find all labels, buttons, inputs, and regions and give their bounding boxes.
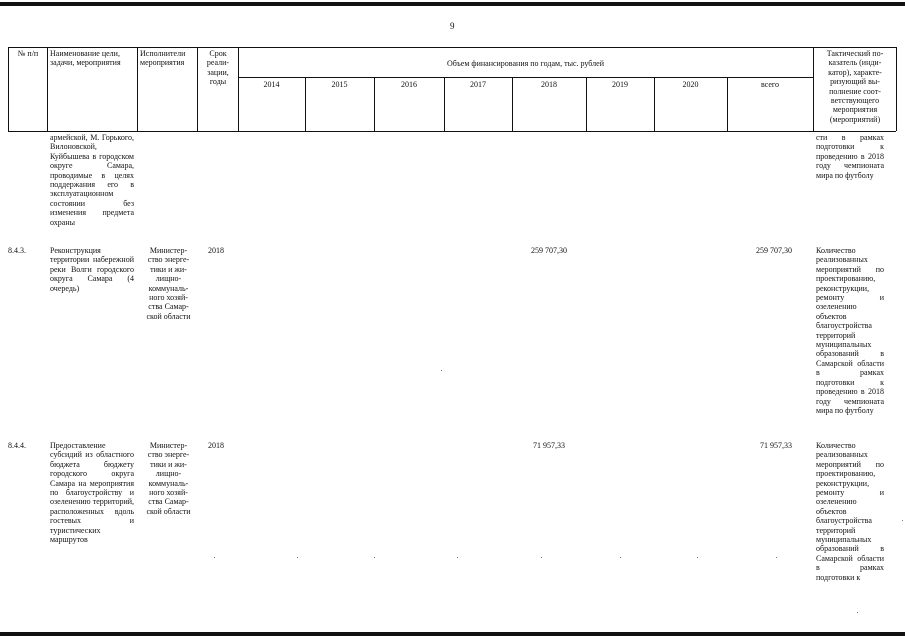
row-2018-value: 71 957,33: [533, 441, 565, 450]
row-number: 8.4.4.: [8, 441, 26, 450]
row-total-value: 259 707,30: [756, 246, 792, 255]
bottom-page-border: [0, 632, 905, 636]
header-indicator: Тактический по- казатель (инди- катор), характе- ризующий вы- полнение соот- ветствующего мероприятия (мероприятий): [826, 49, 884, 124]
row-2018-value: 259 707,30: [531, 246, 567, 255]
header-funding: Объем финансирования по годам, тыс. рублей: [447, 59, 604, 68]
header-total: всего: [760, 80, 779, 89]
row-name: армейской, М. Горького, Вилоновской, Куйбышева в городском округе Самара, проводимые в целях поддержания его в эксплуатационном состоянии без изменения предмета охраны: [50, 133, 134, 227]
header-name: Наименование цели, задачи, мероприятия: [50, 49, 121, 68]
header-year-2018: 2018: [541, 80, 557, 89]
header-year-2014: 2014: [263, 80, 280, 89]
row-name: Предоставление субсидий из областного бюджета бюджету городского округа Самара на мероприятия по благоустройству и озеленению территорий, расположенных вдоль гостевых и туристических маршрутов: [50, 441, 134, 545]
header-year-2016: 2016: [401, 80, 417, 89]
page-number: 9: [450, 21, 455, 31]
row-indicator: Количество реализованных мероприятий по проектированию, реконструкции, ремонту и озеленению объектов благоустройства территорий муниципальных образований в Самарской области в рамках подготовки к проведению в 2018 году чемпионата мира по футболу: [816, 246, 884, 415]
row-number: 8.4.3.: [8, 246, 26, 255]
header-number: № п/п: [17, 49, 39, 58]
row-term: 2018: [208, 246, 224, 255]
row-term: 2018: [208, 441, 224, 450]
row-executor: Министер- ство энерге- тики и жи- лищно- коммуналь- ного хозяй- ства Самар- ской области: [146, 441, 191, 516]
header-term: Срок реали- зации, годы: [206, 49, 230, 87]
top-page-border: [0, 2, 905, 6]
header-year-2020: 2020: [682, 80, 699, 89]
row-indicator: сти в рамках подготовки к проведению в 2018 году чемпионата мира по футболу: [816, 133, 884, 180]
header-year-2017: 2017: [470, 80, 486, 89]
row-executor: Министер- ство энерге- тики и жи- лищно- коммуналь- ного хозяй- ства Самар- ской области: [146, 246, 191, 321]
row-total-value: 71 957,33: [760, 441, 792, 450]
row-name: Реконструкция территории набережной реки Волги городского округа Самара (4 очередь): [50, 246, 134, 293]
row-indicator: Количество реализованных мероприятий по проектированию, реконструкции, ремонту и озеленению объектов благоустройства территорий муниципальных образований в Самарской области в рамках подготовки к: [816, 441, 884, 582]
header-executor: Исполнители мероприятия: [140, 49, 186, 68]
header-year-2015: 2015: [331, 80, 348, 89]
header-year-2019: 2019: [612, 80, 628, 89]
